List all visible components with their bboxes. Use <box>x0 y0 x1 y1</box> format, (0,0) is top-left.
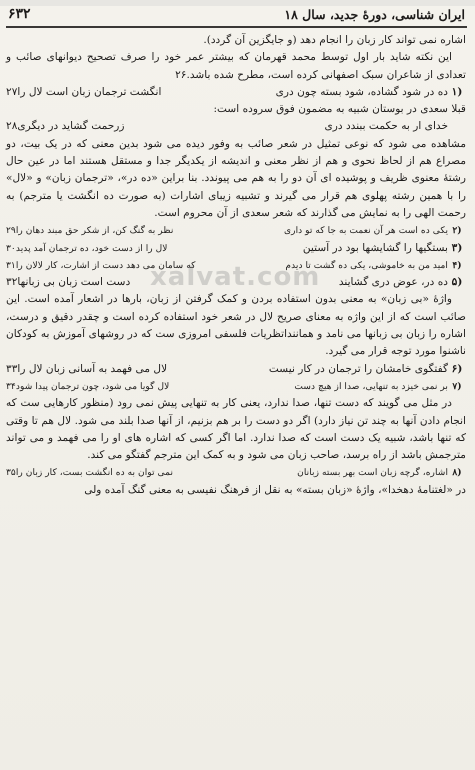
paragraph: در مثل می گویند که دست تنها، صدا ندارد، یعنی کار به تنهایی پیش نمی رود (منظور کارهایی ست که انجام دادن آنها به چند تن نیاز دارد) اگر دو دست را بر هم بزنیم، از آنها صدا بلند می شود. لال هم تا وقتی که تنها باشد، شبیه یک دست است که صدا ندارد. اما اگر کسی که اشاره های او را می فهمد و می تواند مترجمش باشد از راه برسد، صاحب زبان می شود و به کمک این مترجم گفتگو می کند. <box>6 397 466 462</box>
paragraph: در «لغتنامهٔ دهخدا»، واژهٔ «زبان بسته» به نقل از فرهنگ نفیسی به معنی گنگ آمده ولی <box>84 483 466 496</box>
verse-number: (۵ <box>451 276 463 289</box>
paragraph: قبلا سعدی در بوستان شبیه به مضمون فوق سروده است: <box>213 103 466 116</box>
verse-number: (۸ <box>452 467 462 479</box>
paragraph: واژهٔ «بی زبان» به معنی بدون استفاده بردن و کمک گرفتن از زبان، بارها در اشعار آمده است. این صائب است که از این واژه به معنای صریح لال در شعر خود استفاده کرده است و چقدر دقیق و درست، اشاره را زبان بی زبانها می نامد و هماننداتظریات فلسفی امروزی ست که در روشهای آموزش به کودکان ناشنوا مورد توجه قرار می گیرد. <box>6 293 466 358</box>
verse-number: (۲ <box>452 225 462 237</box>
second-hemistich: انگشت ترجمان زبان است لال را۲۷ <box>6 85 162 98</box>
second-hemistich: نظر به گنگ کن، از شکر حق مبند دهان را۲۹ <box>6 225 174 237</box>
paragraph: این نکته شاید بار اول توسط محمد قهرمان که بیشتر عمر خود را صرف تصحیح دیوانهای صائب و تعدادی از شاعران سبک اصفهانی کرده است، مطرح شده باشد.۲۶ <box>6 51 466 81</box>
header-rule <box>6 26 467 28</box>
verse-line-8 <box>6 464 466 481</box>
second-hemistich: لال گویا می شود، چون ترجمان پیدا شود۳۴ <box>6 380 170 392</box>
verse-line-4 <box>6 257 466 274</box>
verse-line-3 <box>6 240 466 257</box>
second-hemistich: که سامان می دهد دست از اشارت، کار لالان را۳۱ <box>6 259 196 271</box>
first-hemistich: خدای ار به حکمت ببندد دری <box>324 120 448 133</box>
first-hemistich: اشاره، گرچه زبان است بهر بسته زبانان <box>297 467 448 479</box>
first-hemistich: گفتگوی خامشان را ترجمان در کار نیست <box>268 362 448 375</box>
verse-line-5 <box>6 274 466 291</box>
verse-number: (۱ <box>451 85 463 98</box>
first-hemistich: امید من به خاموشی، یکی ده گشت تا دیدم <box>285 259 448 271</box>
first-hemistich: یکی ده است هر آن نعمت به جا که تو داری <box>283 225 448 237</box>
verse-number: (۶ <box>451 362 463 375</box>
watermark: xalvat.com <box>150 262 321 292</box>
first-hemistich: ده در، عوض دری گشایند <box>338 276 448 289</box>
second-hemistich: لال می فهمد به آسانی زبان لال را۳۳ <box>6 362 168 375</box>
article-body <box>6 32 466 499</box>
first-hemistich: بستگیها را گشایشها بود در آستین <box>302 241 448 254</box>
second-hemistich: دست است زبان بی زبانها۳۲ <box>6 276 131 289</box>
second-hemistich: لال را از دست خود، ده ترجمان آمد پدید۳۰ <box>6 242 168 254</box>
verse-number: (۴ <box>452 259 462 271</box>
verse-line-6 <box>6 361 466 378</box>
paragraph: مشاهده می شود که نوعی تمثیل در شعر صائب به وفور دیده می شود بدین معنی که در یک بیت، دو مصراع هم از لحاظ نحوی و هم از نظر معنی و اندیشه از یکدیگر جدا و مستقل هستند اما در عین حال رشتهٔ معنوی ظریف و پوشیده ای آن دو را به هم می پیوندد. بنا براین «ده در»، «ترجمان زبان» و «لال» را با همین رشته پهلوی هم قرار می گیرند و تشبیه زیبای اشارات (به صورت ده انگشت یا مترجم) به رحمت الهی را به نمایش می گذارند که شعر سعدی از آن محروم است. <box>6 137 466 219</box>
first-hemistich: ده در شود گشاده، شود بسته چون دری <box>275 85 448 98</box>
first-hemistich: بر نمی خیزد به تنهایی، صدا از هیچ دست <box>294 380 448 392</box>
verse-line-7 <box>6 378 466 395</box>
second-hemistich: نمی توان به ده انگشت بست، کار زبان را۳۵ <box>6 467 174 479</box>
saadi-verse <box>6 118 466 135</box>
second-hemistich: زرحمت گشاید در دیگری۲۸ <box>6 120 125 133</box>
verse-line-1 <box>6 84 466 101</box>
page-header <box>8 4 465 24</box>
verse-number: (۷ <box>452 380 462 392</box>
verse-line-2 <box>6 222 466 239</box>
verse-number: (۳ <box>451 241 463 254</box>
page-number: ۶۳۲ <box>8 6 31 22</box>
paragraph: اشاره نمی تواند کار زبان را انجام دهد (و جایگزین آن گردد). <box>203 34 466 46</box>
journal-title: ایران شناسی، دورهٔ جدید، سال ۱۸ <box>284 6 465 22</box>
